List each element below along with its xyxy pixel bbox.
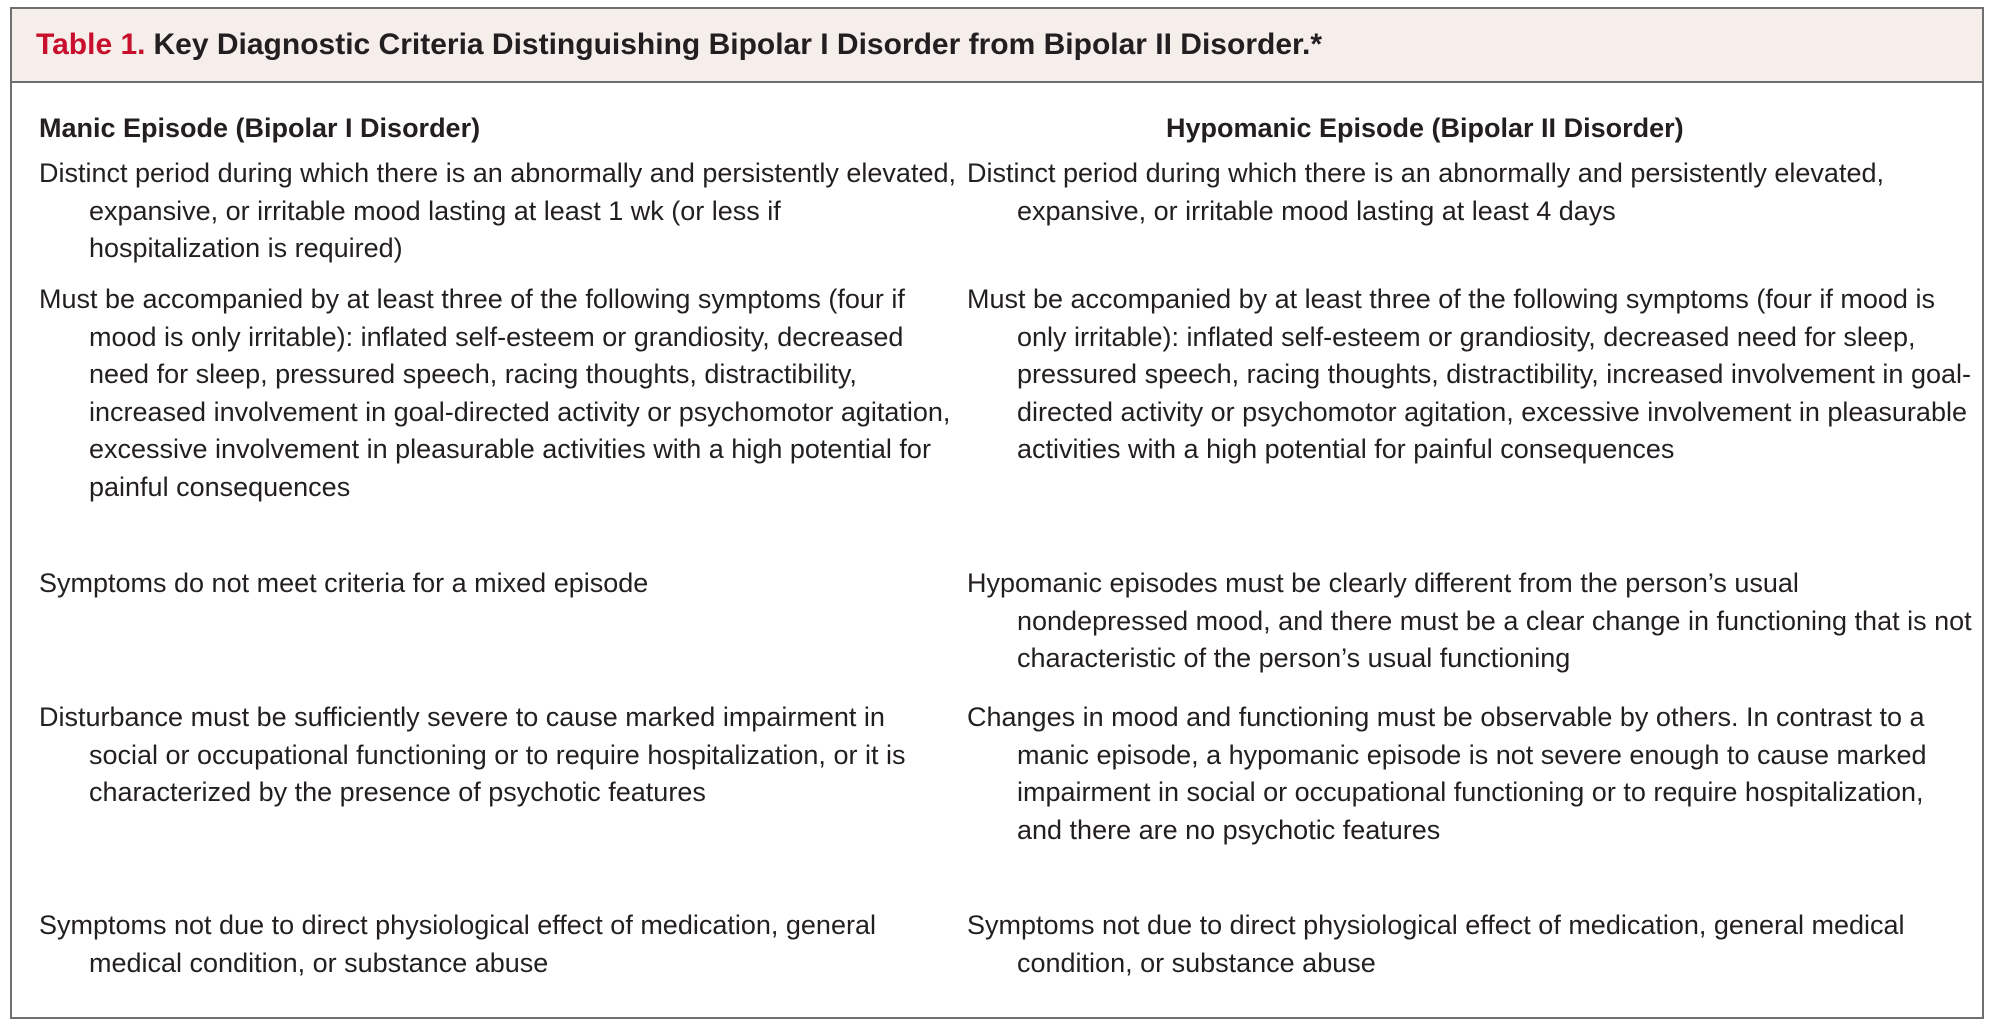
- column-header-manic: Manic Episode (Bipolar I Disorder): [39, 113, 481, 143]
- diagnostic-criteria-table: [10, 7, 1984, 1019]
- criteria-row: Symptoms not due to direct physiological effect of medication, general medical condition, or substance abuse: [967, 910, 1905, 978]
- column-header-hypomanic: Hypomanic Episode (Bipolar II Disorder): [1166, 113, 1684, 143]
- manic-episode-column: [12, 111, 967, 997]
- criteria-row: Distinct period during which there is an abnormally and persistently elevated, expansive, or irritable mood lasting at least 1 wk (or less if hospitalization is required): [39, 158, 956, 263]
- table-number: Table 1.: [36, 28, 146, 61]
- criteria-row: Must be accompanied by at least three of the following symptoms (four if mood is only irritable): inflated self-esteem or grandiosity, decreased need for sleep, pressured speech, racing thoughts, distractibility, increased involvement in goal-directed activity or psychomotor agitation, excessive involvement in pleasurable activities with a high potential for painful consequences: [967, 284, 1971, 464]
- criteria-row: Hypomanic episodes must be clearly different from the person’s usual nondepressed mood, and there must be a clear change in functioning that is not characteristic of the person’s usual functioning: [967, 568, 1972, 673]
- table-title: Key Diagnostic Criteria Distinguishing Bipolar I Disorder from Bipolar II Disorder.*: [153, 28, 1323, 61]
- criteria-row: Symptoms not due to direct physiological effect of medication, general medical condition, or substance abuse: [39, 910, 876, 978]
- criteria-row: Symptoms do not meet criteria for a mixed episode: [39, 568, 649, 598]
- hypomanic-episode-column: [967, 111, 1982, 997]
- table-title-bar: [12, 9, 1982, 83]
- criteria-row: Distinct period during which there is an abnormally and persistently elevated, expansive, or irritable mood lasting at least 4 days: [967, 158, 1884, 226]
- table-body: [12, 83, 1982, 997]
- criteria-row: Disturbance must be sufficiently severe to cause marked impairment in social or occupational functioning or to require hospitalization, or it is characterized by the presence of psychotic features: [39, 702, 906, 807]
- criteria-row: Changes in mood and functioning must be observable by others. In contrast to a manic episode, a hypomanic episode is not severe enough to cause marked impairment in social or occupational functioning or to require hospitalization, and there are no psychotic features: [967, 702, 1927, 845]
- criteria-row: Must be accompanied by at least three of the following symptoms (four if mood is only irritable): inflated self-esteem or grandiosity, decreased need for sleep, pressured speech, racing thoughts, distractibility, increased involvement in goal-directed activity or psychomotor agitation, excessive involvement in pleasurable activities with a high potential for painful consequences: [39, 284, 951, 502]
